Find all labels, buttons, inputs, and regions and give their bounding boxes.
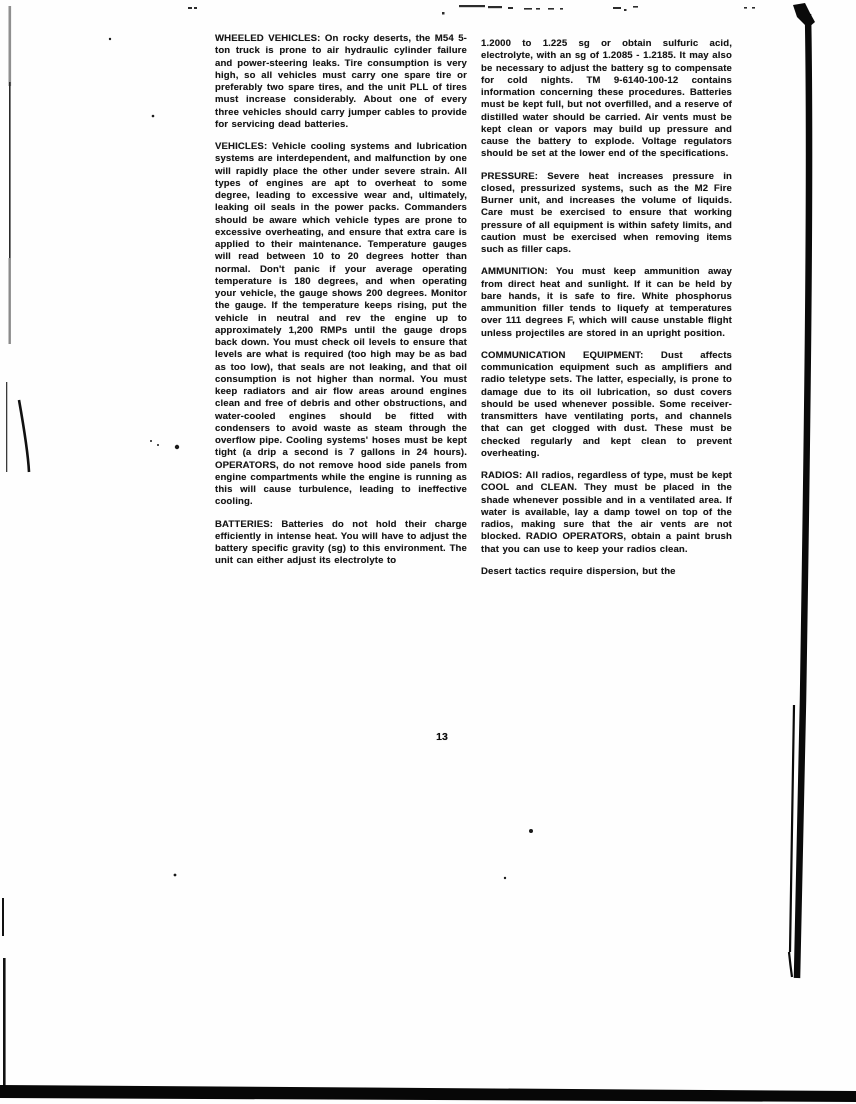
paragraph-batteries: BATTERIES: Batteries do not hold their charge efficiently in intense heat. You will have to adjust the battery specific gravity (sg) to this environment. The unit can either adjust its electrolyte to (215, 518, 467, 567)
paragraph-desert-tactics: Desert tactics require dispersion, but the (481, 565, 676, 577)
paragraph-ammunition: AMMUNITION: You must keep ammunition away from direct heat and sunlight. If it can be held by bare hands, it is safe to fire. White phosphorus ammunition filler tends to liquefy at temperatures over 111 degrees F, which will cause unstable flight unless projectiles are stored in an upright position. (481, 266, 732, 339)
paragraph-batteries-continued: 1.2000 to 1.225 sg or obtain sulfuric acid, electrolyte, with an sg of 1.2085 - 1.2185. It may also be necessary to adjust the battery sg to compensate for cold nights. TM 9-6140-100-12 contains information concerning these procedures. Batteries must be kept full, but not overfilled, and a reserve of distilled water should be carried. Air vents must be kept clean or vapors may build up pressure and cause the battery to explode. Voltage regulators should be set at the lower end of the specifications. (481, 38, 732, 160)
paragraph-pressure: PRESSURE: Severe heat increases pressure in closed, pressurized systems, such as the M2 Fire Burner unit, and increases the volume of liquids. Care must be exercised to ensure that working pressure of all equipment is within safety limits, and caution must be exercised when removing items such as filler caps. (481, 170, 732, 255)
fold-line-left (2, 6, 29, 1086)
paragraph-radios: RADIOS: All radios, regardless of type, must be kept COOL and CLEAN. They must be placed in the shade whenever possible and in a ventilated area. If water is available, lay a damp towel on top of the radios, making sure that the air vents are not blocked. RADIO OPERATORS, obtain a paint brush that you can use to keep your radios clean. (481, 470, 732, 555)
scan-dashes-top (188, 5, 755, 15)
page-number: 13 (436, 731, 448, 743)
left-text-column (215, 33, 467, 568)
binding-shadow-right (789, 3, 815, 978)
paragraph-wheeled-vehicles: WHEELED VEHICLES: On rocky deserts, the M54 5-ton truck is prone to air hydraulic cylinder failure and power-steering leaks. Tire consumption is very high, so all vehicles must carry one spare tire or preferably two spare tires, and the unit PLL of tires must increase considerably. About one of every three vehicles should carry jumper cables to provide for servicing dead batteries. (215, 33, 467, 130)
scan-edge-bottom-bar (0, 1085, 856, 1102)
paragraph-vehicles: VEHICLES: Vehicle cooling systems and lubrication systems are interdependent, and malfunction by one will rapidly place the other under severe strain. All types of engines are apt to overheat to some degree, leading to excessive wear and, ultimately, leaking oil seals in the power packs. Commanders should be aware which vehicle types are prone to excessive overheating, and ensure that extra care is applied to their maintenance. Temperature gauges will read between 10 to 20 degrees hotter than normal. Don't panic if your average operating temperature is 180 degrees, and when operating your vehicle, the gauge shows 200 degrees. Monitor the gauge. If the temperature keeps rising, put the vehicle in neutral and rev the engine up to approximately 1,200 RMPs until the gauge drops back down. You must check oil levels to ensure that levels are what is required (too high may be as bad as too low), that seals are not leaking, and that oil consumption is not higher than normal. You must keep radiators and air flow areas around engines clean and free of debris and other obstructions, and water-cooled engines should be fitted with condensers to avoid waste as steam through the overflow pipe. Cooling systems' hoses must be kept tight (a drip a second is 7 gallons in 24 hours). OPERATORS, do not remove hood side panels from engine compartments while the engine is running as this will cause turbulence, leading to ineffective cooling. (215, 141, 467, 508)
right-text-column (481, 38, 732, 578)
paragraph-communication-equipment: COMMUNICATION EQUIPMENT: Dust affects communication equipment such as amplifiers and radio teletype sets. The latter, especially, is prone to damage due to its oil lubrication, so dust covers should be used whenever possible. Some receiver-transmitters have ventilating ports, and channels that can get clogged with dust. These must be checked regularly and kept clean to prevent overheating. (481, 349, 732, 459)
